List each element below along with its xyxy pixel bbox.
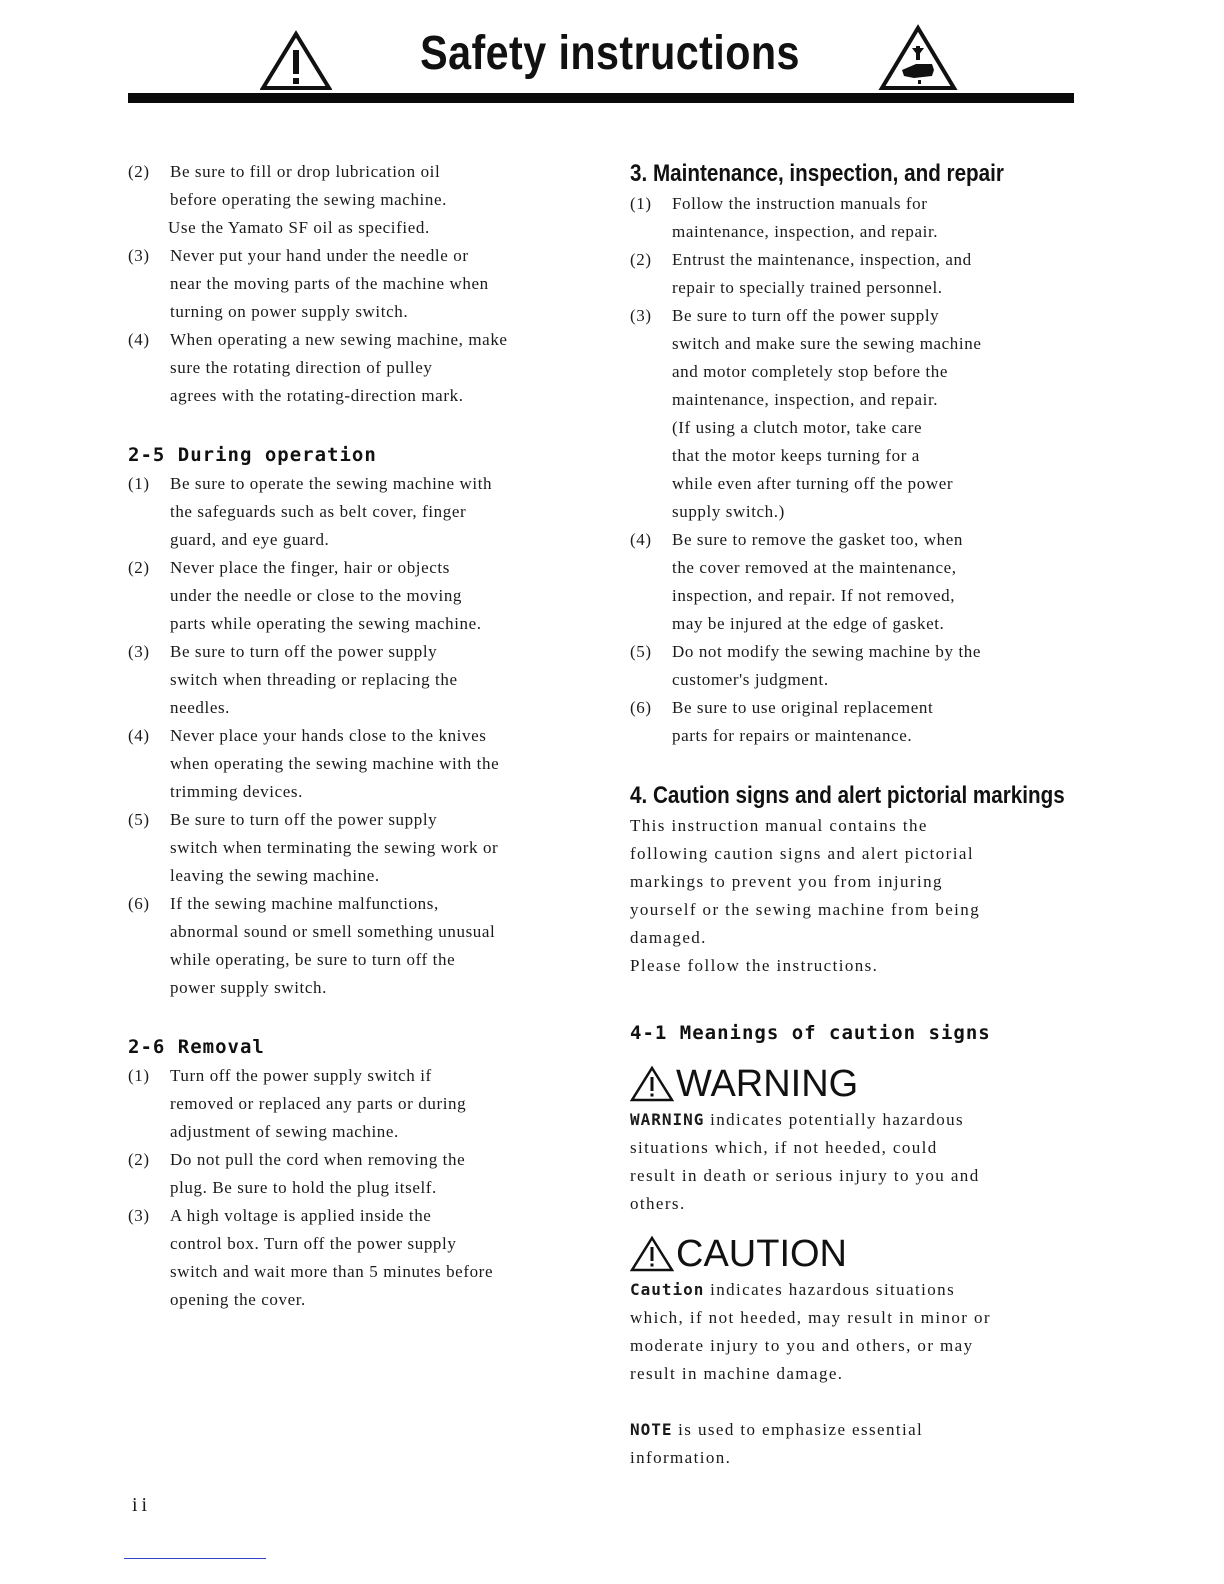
list-item [128,1062,580,1146]
item-line: Do not modify the sewing machine by the [672,642,982,661]
caution-sign [630,1232,1066,1276]
item-line: Be sure to use original replacement [672,698,934,717]
list-item [128,722,580,806]
item-line: while operating, be sure to turn off the [170,950,456,969]
page-title: Safety instructions [420,27,800,80]
item-line: opening the cover. [170,1290,306,1309]
para-line: following caution signs and alert pictorial [630,844,974,863]
item-line: the cover removed at the maintenance, [672,558,957,577]
list-item [630,246,1066,302]
item-line: switch and wait more than 5 minutes before [170,1262,494,1281]
item-line: Never place the finger, hair or objects [170,558,450,577]
item-line: abnormal sound or smell something unusual [170,922,496,941]
item-line: Follow the instruction manuals for [672,194,928,213]
item-line: supply switch.) [672,502,785,521]
page-number: ii [132,1494,152,1516]
item-line: maintenance, inspection, and repair. [672,222,939,241]
para-line: result in machine damage. [630,1364,844,1383]
item-number: (3) [128,1206,150,1225]
item-line: Be sure to turn off the power supply [672,306,940,325]
item-line: sure the rotating direction of pulley [170,358,433,377]
warning-triangle-icon [630,1065,674,1103]
section-heading-4-1: 4-1 Meanings of caution signs [630,1022,991,1044]
item-number: (5) [630,642,652,661]
item-line: needles. [170,698,231,717]
note-description [630,1416,1066,1472]
item-line: may be injured at the edge of gasket. [672,614,945,633]
right-column [630,158,1066,1472]
section-heading-2-6: 2-6 Removal [128,1036,265,1058]
warning-label: WARNING [676,1063,859,1105]
item-number: (5) [128,810,150,829]
warning-keyword: WARNING [630,1110,705,1129]
left-column [128,158,580,1314]
item-line: (If using a clutch motor, take care [672,418,923,437]
list-item [630,526,1066,638]
caution-keyword: Caution [630,1280,705,1299]
item-line: adjustment of sewing machine. [170,1122,399,1141]
item-line: removed or replaced any parts or during [170,1094,467,1113]
para-line: damaged. [630,928,707,947]
item-number: (2) [128,162,150,181]
warning-description [630,1106,1066,1218]
item-line: turning on power supply switch. [170,302,409,321]
item-line: Turn off the power supply switch if [170,1066,432,1085]
item-rotation [128,326,580,410]
para-line: yourself or the sewing machine from being [630,900,981,919]
list-item [630,190,1066,246]
para-line: markings to prevent you from injuring [630,872,943,891]
item-line: while even after turning off the power [672,474,954,493]
para-line: situations which, if not heeded, could [630,1138,938,1157]
item-line: parts for repairs or maintenance. [672,726,913,745]
item-note: Use the Yamato SF oil as specified. [168,218,430,237]
item-line: agrees with the rotating-direction mark. [170,386,464,405]
item-number: (2) [128,558,150,577]
note-keyword: NOTE [630,1420,673,1439]
para-line: This instruction manual contains the [630,816,928,835]
item-line: Entrust the maintenance, inspection, and [672,250,972,269]
para-line: indicates hazardous situations [704,1280,956,1299]
header-rule [128,93,1074,103]
item-number: (2) [630,250,652,269]
para-line: indicates potentially hazardous [704,1110,965,1129]
item-line: switch and make sure the sewing machine [672,334,982,353]
section-heading-2-5: 2-5 During operation [128,444,377,466]
warning-sign [630,1062,1066,1106]
item-line: A high voltage is applied inside the [170,1206,432,1225]
item-number: (3) [630,306,652,325]
list-item [630,302,1066,526]
list-item [128,890,580,1002]
item-line: that the motor keeps turning for a [672,446,920,465]
caution-label: CAUTION [676,1233,847,1275]
item-line: parts while operating the sewing machine. [170,614,482,633]
item-line: If the sewing machine malfunctions, [170,894,439,913]
section-heading-4: 4. Caution signs and alert pictorial markings [630,782,1065,809]
item-number: (3) [128,642,150,661]
item-line: maintenance, inspection, and repair. [672,390,939,409]
item-line: Be sure to turn off the power supply [170,642,438,661]
item-lubrication [128,158,580,242]
hand-needle-caution-icon [878,24,958,97]
item-line: when operating the sewing machine with the [170,754,500,773]
item-line: power supply switch. [170,978,327,997]
warning-triangle-icon [630,1235,674,1273]
item-line: trimming devices. [170,782,303,801]
item-line: switch when terminating the sewing work or [170,838,499,857]
list-item [630,694,1066,750]
para-line: information. [630,1448,732,1467]
item-line: and motor completely stop before the [672,362,949,381]
item-number: (1) [128,1066,150,1085]
item-line: Be sure to fill or drop lubrication oil [170,162,441,181]
item-number: (6) [128,894,150,913]
item-line: Be sure to turn off the power supply [170,810,438,829]
item-line: plug. Be sure to hold the plug itself. [170,1178,437,1197]
list-item [128,806,580,890]
para-line: others. [630,1194,686,1213]
para-line: result in death or serious injury to you and [630,1166,980,1185]
item-number: (4) [128,726,150,745]
item-line: Never put your hand under the needle or [170,246,469,265]
item-line: guard, and eye guard. [170,530,330,549]
item-number: (3) [128,246,150,265]
item-number: (4) [630,530,652,549]
list-item [128,1202,580,1314]
item-line: switch when threading or replacing the [170,670,458,689]
list-item [128,1146,580,1202]
item-line: near the moving parts of the machine when [170,274,489,293]
footer-rule [124,1558,266,1559]
list-item [128,638,580,722]
warning-triangle-icon [260,30,332,97]
para-line: Please follow the instructions. [630,956,879,975]
caution-description [630,1276,1066,1388]
para-line: which, if not heeded, may result in minor or [630,1308,991,1327]
item-number: (2) [128,1150,150,1169]
item-number: (1) [128,474,150,493]
item-hand-needle [128,242,580,326]
list-item [630,638,1066,694]
para-line: is used to emphasize essential [672,1420,924,1439]
item-line: Be sure to operate the sewing machine with [170,474,493,493]
item-line: under the needle or close to the moving [170,586,463,605]
item-line: before operating the sewing machine. [170,190,447,209]
item-line: leaving the sewing machine. [170,866,380,885]
item-line: repair to specially trained personnel. [672,278,943,297]
item-number: (4) [128,330,150,349]
para-line: moderate injury to you and others, or may [630,1336,974,1355]
item-line: Do not pull the cord when removing the [170,1150,466,1169]
item-number: (6) [630,698,652,717]
item-line: customer's judgment. [672,670,829,689]
item-number: (1) [630,194,652,213]
list-item [128,470,580,554]
item-line: the safeguards such as belt cover, finger [170,502,467,521]
item-line: When operating a new sewing machine, make [170,330,508,349]
section-4-paragraph [630,812,1066,980]
item-line: Never place your hands close to the knives [170,726,487,745]
list-item [128,554,580,638]
item-line: control box. Turn off the power supply [170,1234,457,1253]
item-line: Be sure to remove the gasket too, when [672,530,963,549]
section-heading-3: 3. Maintenance, inspection, and repair [630,160,1004,187]
item-line: inspection, and repair. If not removed, [672,586,956,605]
